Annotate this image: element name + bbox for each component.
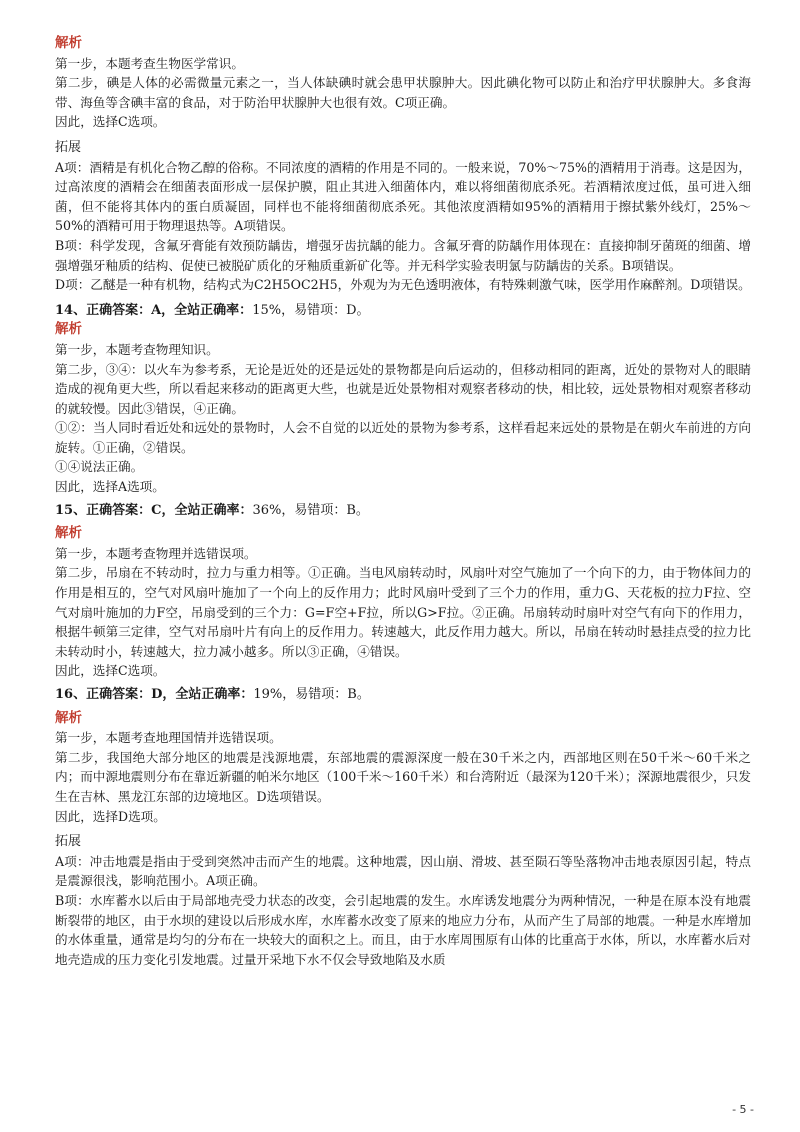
q14-summary: ①④说法正确。 xyxy=(55,459,144,475)
q15-error-item: ，易错项：B。 xyxy=(281,502,369,518)
q15-answer-line xyxy=(55,501,751,521)
q16-option-b: B项：水库蓄水以后由于局部地壳受力状态的改变，会引起地震的发生。水库诱发地震分为两种情况，一种是在原本没有地震断裂带的地区，由于水坝的建设以后形成水库，水库蓄水改变了原来的地应力分布，从而产生了局部的地震。一种是水库增加的水体重量，通常是均匀的分布在一块较大的面积之上。而且，由于水库周围原有山体的比重高于水体，所以，水库蓄水后对地壳造成的压力变化引发地震。过量开采地下水不仅会导致地陷及水质 xyxy=(55,892,751,967)
q16-error-item: ，易错项：B。 xyxy=(282,687,370,702)
page-number: - 5 - xyxy=(732,1103,754,1116)
q15-conclusion: 因此，选择C选项。 xyxy=(55,663,166,679)
q15-accuracy: 36% xyxy=(252,502,282,518)
q13-option-d: D项：乙醚是一种有机物，结构式为C2H5OC2H5，外观为为无色透明液体，有特殊刺激气味，医学用作麻醉剂。D项错误。 xyxy=(55,277,751,293)
q16-conclusion: 因此，选择D选项。 xyxy=(55,808,166,824)
q15-answer-head: 15、正确答案：C，全站正确率： xyxy=(55,502,253,518)
q16-accuracy: 19% xyxy=(253,687,283,702)
q14-answer-head: 14、正确答案：A，全站正确率： xyxy=(55,302,253,318)
document-page xyxy=(55,34,751,969)
q16-answer-line xyxy=(55,685,751,705)
q14-step1: 第一步，本题考查物理知识。 xyxy=(55,341,219,357)
q14-error-item: ，易错项：D。 xyxy=(281,302,370,318)
q16-answer-head: 16、正确答案：D，全站正确率： xyxy=(55,687,254,702)
q15-step1: 第一步，本题考查物理并选错误项。 xyxy=(55,545,257,561)
q15-step2: 第二步，吊扇在不转动时，拉力与重力相等。①正确。当电风扇转动时，风扇叶对空气施加了一个向下的力，由于物体间力的作用是相互的，空气对风扇叶施加了一个向上的反作用力；此时风扇叶受到了三个力的作用，重力G、天花板的拉力F拉、空气对扇叶施加的力F空，吊扇受到的三个力：G=F空+F拉，所以G>F拉。②正确。吊扇转动时扇叶对空气有向下的作用力，根据牛顿第三定律，空气对吊扇叶片有向上的反作用力。转速越大，此反作用力越大。所以，吊扇在转动时悬挂点受的拉力比未转动时小，转速越大，拉力减小越多。所以③正确，④错误。 xyxy=(55,565,751,659)
q13-conclusion: 因此，选择C选项。 xyxy=(55,114,166,130)
q14-step2: 第二步，③④：以火车为参考系，无论是近处的还是远处的景物都是向后运动的，但移动相同的距离，近处的景物对人的眼睛造成的视角更大些，所以看起来移动的距离更大些，也就是近处景物相对观察者移动的快，相比较，远处景物相对观察者移动的就较慢。因此③错误，④正确。 xyxy=(55,361,751,416)
q14-analysis-heading: 解析 xyxy=(55,321,82,338)
q16-analysis-heading: 解析 xyxy=(55,709,82,726)
q16-option-a: A项：冲击地震是指由于受到突然冲击而产生的地震。这种地震，因山崩、滑坡、甚至陨石等坠落物冲击地表原因引起，特点是震源很浅，影响范围小。A项正确。 xyxy=(55,853,751,889)
q13-extension-heading: 拓展 xyxy=(55,139,82,155)
q13-option-b: B项：科学发现，含氟牙膏能有效预防龋齿，增强牙齿抗龋的能力。含氟牙膏的防龋作用体现在：直接抑制牙菌斑的细菌、增强增强牙釉质的结构、促使已被脱矿质化的牙釉质重新矿化等。并无科学实验表明氯与防龋齿的关系。B项错误。 xyxy=(55,237,751,273)
q16-step2: 第二步，我国绝大部分地区的地震是浅源地震，东部地震的震源深度一般在30千米之内，西部地区则在50千米～60千米之内；而中源地震则分布在靠近新疆的帕米尔地区（100千米～160千米）和台湾附近（最深为120千米）；深源地震很少，只发生在吉林、黑龙江东部的边境地区。D选项错误。 xyxy=(55,749,751,804)
q14-note: ①②：当人同时看近处和远处的景物时，人会不自觉的以近处的景物为参考系，这样看起来远处的景物是在朝火车前进的方向旋转。①正确，②错误。 xyxy=(55,420,751,455)
q13-step2: 第二步，碘是人体的必需微量元素之一，当人体缺碘时就会患甲状腺肿大。因此碘化物可以防止和治疗甲状腺肿大。多食海带、海鱼等含碘丰富的食品，对于防治甲状腺肿大也很有效。C项正确。 xyxy=(55,75,751,110)
q13-step1: 第一步，本题考查生物医学常识。 xyxy=(55,55,244,71)
q14-answer-line xyxy=(55,301,751,321)
q13-analysis-heading: 解析 xyxy=(55,35,82,51)
q15-analysis-heading: 解析 xyxy=(55,525,82,542)
q16-extension-heading: 拓展 xyxy=(55,834,82,850)
q14-accuracy: 15% xyxy=(252,302,282,318)
q13-option-a: A项：酒精是有机化合物乙醇的俗称。不同浓度的酒精的作用是不同的。一般来说，70%～75%的酒精用于消毒。这是因为，过高浓度的酒精会在细菌表面形成一层保护膜，阻止其进入细菌体内，难以将细菌彻底杀死。若酒精浓度过低，虽可进入细菌，但不能将其体内的蛋白质凝固，同样也不能将细菌彻底杀死。其他浓度酒精如95%的酒精用于擦拭紫外线灯，25%～50%的酒精可用于物理退热等。A项错误。 xyxy=(55,159,751,234)
q16-step1: 第一步，本题考查地理国情并选错误项。 xyxy=(55,730,282,746)
q14-conclusion: 因此，选择A选项。 xyxy=(55,479,165,495)
